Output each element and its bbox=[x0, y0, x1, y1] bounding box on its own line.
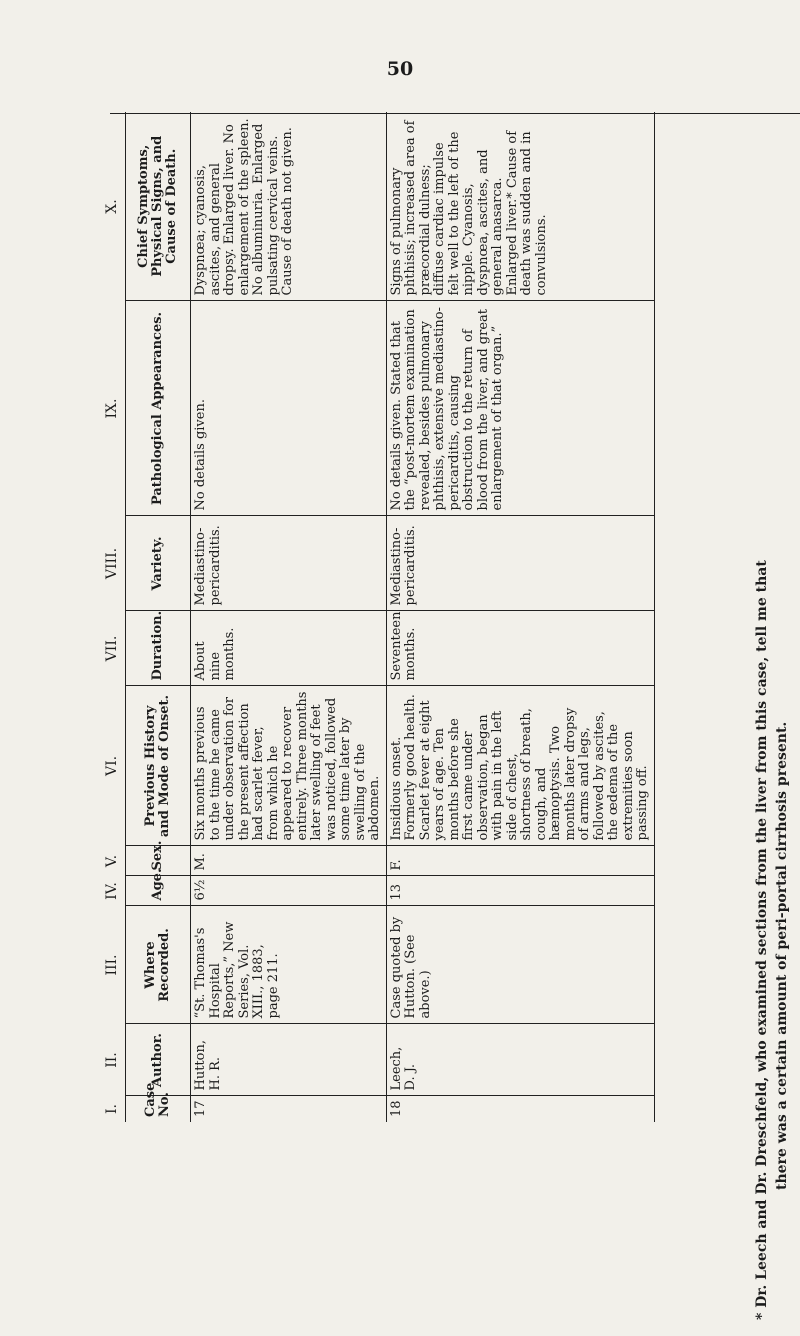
column-number-row bbox=[105, 112, 126, 1122]
age: 6½ bbox=[191, 876, 387, 906]
header-sex: Sex. bbox=[126, 846, 191, 876]
history: Insidious onset. Formerly good health. Scarlet fever at eight years of age. Ten months before she first came under observation, began with pain in the left side of chest, shortness of breath, cough, and hæmoptysis. Two months later dropsy of arms and legs, followed by ascites, the œdema of the extremities soon passing off. bbox=[386, 686, 654, 846]
column-number: V. bbox=[104, 854, 120, 868]
sex: F. bbox=[386, 846, 654, 876]
column-number: X. bbox=[104, 199, 120, 214]
header-where-recorded: Where Recorded. bbox=[126, 906, 191, 1024]
column-number: IV. bbox=[104, 882, 120, 900]
column-number: I. bbox=[104, 1104, 120, 1114]
author: Leech, D. J. bbox=[386, 1024, 654, 1096]
age: 13 bbox=[386, 876, 654, 906]
duration: Seventeen months. bbox=[386, 611, 654, 686]
table-row bbox=[191, 112, 387, 1122]
history: Six months previous to the time he came under observation for the present affection had scarlet fever, from which he appeared to recover entirely. Three months later swelling of feet was noticed, followed some time later by swelling of the abdomen. bbox=[191, 686, 387, 846]
column-number: IX. bbox=[104, 398, 120, 419]
header-case-no: Case No. bbox=[126, 1096, 191, 1122]
column-number: VIII. bbox=[104, 547, 120, 580]
author: Hutton, H. R. bbox=[191, 1024, 387, 1096]
header-history: Previous History and Mode of Onset. bbox=[126, 686, 191, 846]
header-row bbox=[126, 112, 191, 1122]
sex: M. bbox=[191, 846, 387, 876]
pathology: No details given. bbox=[191, 301, 387, 516]
header-symptoms: Chief Symptoms, Physical Signs, and Cause of Death. bbox=[126, 112, 191, 301]
footnote bbox=[752, 60, 792, 1320]
case-number: 17 bbox=[191, 1096, 387, 1122]
header-variety: Variety. bbox=[126, 516, 191, 611]
symptoms: Signs of pulmonary phthisis; increased area of præcordial dulness; diffuse cardiac impulse felt well to the left of the nipple. Cyanosis, dyspnœa, ascites, and general anasarca. Enlarged liver.* Cause of death was sudden and in convulsions. bbox=[386, 112, 654, 301]
column-number: III. bbox=[104, 954, 120, 976]
case-number: 18 bbox=[386, 1096, 654, 1122]
case-table bbox=[105, 112, 655, 1122]
variety: Mediastino-pericarditis. bbox=[386, 516, 654, 611]
pathology: No details given. Stated that the “post-mortem examination revealed, besides pulmonary phthisis, extensive mediastino-pericarditis, causing obstruction to the return of blood from the liver, and great enlargement of that organ.” bbox=[386, 301, 654, 516]
column-number: VI. bbox=[104, 755, 120, 777]
variety: Mediastino-pericarditis. bbox=[191, 516, 387, 611]
header-age: Age. bbox=[126, 876, 191, 906]
symptoms: Dyspnœa; cyanosis, ascites, and general dropsy. Enlarged liver. No enlargement of the spleen. No albuminuria. Enlarged pulsating cervical veins. Cause of death not given. bbox=[191, 112, 387, 301]
column-number: II. bbox=[104, 1052, 120, 1068]
where-recorded: Case quoted by Hutton. (See above.) bbox=[386, 906, 654, 1024]
header-duration: Duration. bbox=[126, 611, 191, 686]
table-row bbox=[386, 112, 654, 1122]
footnote-line: there was a certain amount of peri-portal cirrhosis present. bbox=[774, 721, 790, 1190]
case-table-sheet bbox=[104, 112, 650, 1122]
column-number: VII. bbox=[104, 635, 120, 662]
header-pathology: Pathological Appearances. bbox=[126, 301, 191, 516]
duration: About nine months. bbox=[191, 611, 387, 686]
where-recorded: “St. Thomas's Hospital Reports,” New Series, Vol. XIII., 1883, page 211. bbox=[191, 906, 387, 1024]
header-author: Author. bbox=[126, 1024, 191, 1096]
page-number: 50 bbox=[386, 58, 414, 80]
footnote-line: * Dr. Leech and Dr. Dreschfeld, who examined sections from the liver from this case, tell me that bbox=[754, 560, 770, 1320]
